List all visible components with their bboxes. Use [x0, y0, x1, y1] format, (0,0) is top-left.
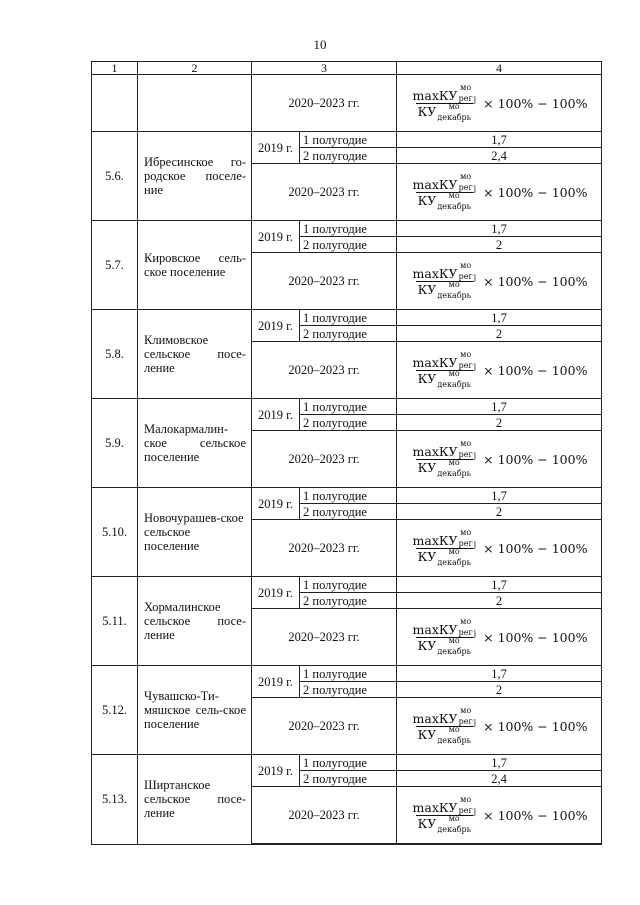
growth-formula — [411, 349, 588, 389]
table-row — [92, 310, 602, 326]
value-half-1: 1,7 — [397, 488, 602, 504]
formula-tail: × 100% − 100% — [483, 184, 588, 200]
growth-formula — [411, 438, 588, 478]
formula-cell — [397, 698, 602, 755]
table-row — [92, 755, 602, 771]
formula-index: j — [473, 94, 477, 104]
period-cell: 2020–2023 гг. — [252, 609, 397, 666]
formula-numerator-main: maxКУ — [412, 621, 458, 637]
formula-denominator — [416, 281, 473, 299]
formula-numerator-scripts — [458, 794, 473, 815]
period-cell: 2020–2023 гг. — [252, 75, 397, 132]
value-half-1: 1,7 — [397, 221, 602, 237]
formula-numerator-main: maxКУ — [412, 354, 458, 370]
growth-formula — [411, 260, 588, 300]
formula-fraction — [411, 616, 479, 656]
half-year-1: 1 полугодие — [300, 755, 397, 771]
formula-index: j — [473, 539, 477, 549]
formula-index: j — [473, 183, 477, 193]
value-half-2: 2 — [397, 415, 602, 431]
table-row — [92, 577, 602, 593]
row-number: 5.6. — [92, 132, 138, 221]
formula-cell — [397, 342, 602, 399]
formula-index: j — [473, 806, 477, 816]
growth-formula — [411, 82, 588, 122]
table-row — [92, 666, 602, 682]
year-cell: 2019 г. — [252, 755, 300, 787]
formula-fraction — [411, 794, 479, 834]
formula-denominator-sub: декабрь — [437, 735, 472, 745]
formula-cell — [397, 787, 602, 845]
formula-cell — [397, 520, 602, 577]
period-cell: 2020–2023 гг. — [252, 520, 397, 577]
formula-denominator-main: КУ — [417, 637, 437, 653]
continuation-row — [92, 75, 602, 132]
formula-fraction — [411, 349, 479, 389]
formula-denominator-sub: декабрь — [437, 824, 472, 834]
half-year-2: 2 полугодие — [300, 148, 397, 164]
half-year-2: 2 полугодие — [300, 682, 397, 698]
page-number: 10 — [313, 37, 327, 52]
header-row — [92, 62, 602, 75]
formula-numerator-main: maxКУ — [412, 265, 458, 281]
formula-fraction — [411, 438, 479, 478]
period-cell: 2020–2023 гг. — [252, 787, 397, 845]
formula-numerator-sup: мо — [460, 260, 472, 270]
value-half-2: 2 — [397, 326, 602, 342]
row-number: 5.8. — [92, 310, 138, 399]
formula-denominator-sub: декабрь — [437, 112, 472, 122]
formula-denominator — [416, 103, 473, 121]
formula-numerator-sub: рег — [458, 271, 473, 281]
formula-index: j — [473, 450, 477, 460]
formula-denominator-sub: декабрь — [437, 646, 472, 656]
year-cell: 2019 г. — [252, 399, 300, 431]
growth-formula — [411, 705, 588, 745]
formula-numerator-main: maxКУ — [412, 710, 458, 726]
growth-formula — [411, 616, 588, 656]
formula-denominator-scripts — [437, 724, 472, 745]
formula-denominator-scripts — [437, 368, 472, 389]
formula-denominator — [416, 726, 473, 744]
formula-fraction — [411, 82, 479, 122]
formula-numerator-sup: мо — [460, 349, 472, 359]
formula-tail: × 100% − 100% — [483, 95, 588, 111]
formula-numerator — [411, 171, 479, 193]
formula-numerator-sup: мо — [460, 171, 472, 181]
formula-numerator-scripts — [458, 349, 473, 370]
row-number: 5.10. — [92, 488, 138, 577]
formula-fraction — [411, 705, 479, 745]
row-number — [92, 75, 138, 132]
formula-denominator-sup: мо — [448, 368, 460, 378]
tariff-table — [91, 61, 602, 845]
table-row — [92, 221, 602, 237]
value-half-1: 1,7 — [397, 310, 602, 326]
formula-numerator-sup: мо — [460, 82, 472, 92]
formula-index: j — [473, 272, 477, 282]
formula-denominator-sub: декабрь — [437, 557, 472, 567]
formula-cell — [397, 609, 602, 666]
formula-numerator — [411, 705, 479, 727]
settlement-name: Кировское сель-ское поселение — [138, 221, 252, 310]
table-row — [92, 132, 602, 148]
year-cell: 2019 г. — [252, 488, 300, 520]
year-cell: 2019 г. — [252, 666, 300, 698]
half-year-1: 1 полугодие — [300, 310, 397, 326]
header-col-4: 4 — [397, 62, 602, 75]
value-half-2: 2 — [397, 504, 602, 520]
formula-denominator-sub: декабрь — [437, 290, 472, 300]
formula-numerator — [411, 82, 479, 104]
half-year-2: 2 полугодие — [300, 237, 397, 253]
formula-cell — [397, 75, 602, 132]
row-number: 5.13. — [92, 755, 138, 845]
value-half-1: 1,7 — [397, 577, 602, 593]
half-year-2: 2 полугодие — [300, 593, 397, 609]
formula-tail: × 100% − 100% — [483, 362, 588, 378]
formula-denominator-scripts — [437, 635, 472, 656]
half-year-1: 1 полугодие — [300, 221, 397, 237]
half-year-1: 1 полугодие — [300, 666, 397, 682]
half-year-2: 2 полугодие — [300, 504, 397, 520]
period-cell: 2020–2023 гг. — [252, 342, 397, 399]
formula-numerator-scripts — [458, 705, 473, 726]
formula-numerator-scripts — [458, 171, 473, 192]
formula-denominator-main: КУ — [417, 103, 437, 119]
formula-fraction — [411, 171, 479, 211]
value-half-2: 2 — [397, 593, 602, 609]
year-cell: 2019 г. — [252, 221, 300, 253]
value-half-1: 1,7 — [397, 666, 602, 682]
formula-numerator-sub: рег — [458, 627, 473, 637]
settlement-name — [138, 75, 252, 132]
formula-denominator — [416, 815, 473, 833]
formula-numerator-scripts — [458, 438, 473, 459]
formula-numerator-sub: рег — [458, 449, 473, 459]
period-cell: 2020–2023 гг. — [252, 431, 397, 488]
formula-numerator-sup: мо — [460, 794, 472, 804]
formula-denominator-sub: декабрь — [437, 201, 472, 211]
formula-denominator-sup: мо — [448, 813, 460, 823]
formula-numerator-scripts — [458, 82, 473, 103]
formula-numerator-sup: мо — [460, 438, 472, 448]
value-half-2: 2,4 — [397, 148, 602, 164]
formula-denominator-main: КУ — [417, 815, 437, 831]
half-year-2: 2 полугодие — [300, 326, 397, 342]
half-year-1: 1 полугодие — [300, 577, 397, 593]
formula-denominator — [416, 548, 473, 566]
value-half-1: 1,7 — [397, 755, 602, 771]
formula-numerator-sup: мо — [460, 616, 472, 626]
year-cell: 2019 г. — [252, 132, 300, 164]
formula-denominator-scripts — [437, 190, 472, 211]
formula-denominator-sub: декабрь — [437, 468, 472, 478]
formula-denominator-main: КУ — [417, 281, 437, 297]
formula-numerator-sup: мо — [460, 527, 472, 537]
formula-tail: × 100% − 100% — [483, 540, 588, 556]
year-cell: 2019 г. — [252, 310, 300, 342]
formula-numerator — [411, 438, 479, 460]
formula-tail: × 100% − 100% — [483, 807, 588, 823]
formula-denominator-sub: декабрь — [437, 379, 472, 389]
formula-numerator — [411, 349, 479, 371]
formula-denominator-scripts — [437, 457, 472, 478]
half-year-1: 1 полугодие — [300, 488, 397, 504]
value-half-1: 1,7 — [397, 132, 602, 148]
row-number: 5.12. — [92, 666, 138, 755]
formula-denominator-scripts — [437, 813, 472, 834]
formula-numerator-sub: рег — [458, 716, 473, 726]
period-cell: 2020–2023 гг. — [252, 253, 397, 310]
settlement-name: Ширтанское сельское посе-ление — [138, 755, 252, 845]
settlement-name: Климовское сельское посе-ление — [138, 310, 252, 399]
value-half-1: 1,7 — [397, 399, 602, 415]
formula-numerator — [411, 527, 479, 549]
half-year-2: 2 полугодие — [300, 415, 397, 431]
half-year-1: 1 полугодие — [300, 132, 397, 148]
formula-fraction — [411, 260, 479, 300]
period-cell: 2020–2023 гг. — [252, 164, 397, 221]
table-row — [92, 488, 602, 504]
formula-tail: × 100% − 100% — [483, 629, 588, 645]
period-cell: 2020–2023 гг. — [252, 698, 397, 755]
formula-numerator-main: maxКУ — [412, 443, 458, 459]
growth-formula — [411, 171, 588, 211]
formula-denominator — [416, 459, 473, 477]
formula-numerator-scripts — [458, 527, 473, 548]
formula-cell — [397, 253, 602, 310]
header-col-3: 3 — [252, 62, 397, 75]
header-col-2: 2 — [138, 62, 252, 75]
table-row — [92, 399, 602, 415]
settlement-name: Чувашско-Ти-мяшское сель-ское поселение — [138, 666, 252, 755]
formula-denominator-sup: мо — [448, 635, 460, 645]
formula-denominator-scripts — [437, 546, 472, 567]
formula-index: j — [473, 628, 477, 638]
table-body — [92, 62, 602, 845]
settlement-name: Ибресинское го-родское поселе-ние — [138, 132, 252, 221]
formula-denominator-scripts — [437, 279, 472, 300]
growth-formula — [411, 794, 588, 834]
formula-denominator-main: КУ — [417, 726, 437, 742]
row-number: 5.9. — [92, 399, 138, 488]
row-number: 5.7. — [92, 221, 138, 310]
formula-numerator-sub: рег — [458, 805, 473, 815]
half-year-1: 1 полугодие — [300, 399, 397, 415]
formula-numerator-main: maxКУ — [412, 532, 458, 548]
formula-cell — [397, 164, 602, 221]
formula-denominator-main: КУ — [417, 459, 437, 475]
formula-denominator-scripts — [437, 101, 472, 122]
formula-numerator-sub: рег — [458, 182, 473, 192]
value-half-2: 2 — [397, 237, 602, 253]
formula-denominator — [416, 370, 473, 388]
formula-numerator — [411, 260, 479, 282]
formula-numerator-main: maxКУ — [412, 799, 458, 815]
formula-numerator-sub: рег — [458, 538, 473, 548]
year-cell: 2019 г. — [252, 577, 300, 609]
formula-tail: × 100% − 100% — [483, 451, 588, 467]
formula-numerator — [411, 794, 479, 816]
formula-fraction — [411, 527, 479, 567]
formula-numerator — [411, 616, 479, 638]
formula-index: j — [473, 361, 477, 371]
settlement-name: Малокармалин-ское сельское поселение — [138, 399, 252, 488]
formula-numerator-main: maxКУ — [412, 87, 458, 103]
formula-denominator-sup: мо — [448, 190, 460, 200]
formula-denominator-sup: мо — [448, 546, 460, 556]
formula-numerator-scripts — [458, 260, 473, 281]
formula-index: j — [473, 717, 477, 727]
formula-denominator-main: КУ — [417, 370, 437, 386]
row-number: 5.11. — [92, 577, 138, 666]
formula-denominator — [416, 637, 473, 655]
formula-denominator — [416, 192, 473, 210]
formula-denominator-sup: мо — [448, 101, 460, 111]
half-year-2: 2 полугодие — [300, 771, 397, 787]
formula-numerator-scripts — [458, 616, 473, 637]
formula-numerator-sub: рег — [458, 360, 473, 370]
settlement-name: Хормалинское сельское посе-ление — [138, 577, 252, 666]
formula-numerator-main: maxКУ — [412, 176, 458, 192]
growth-formula — [411, 527, 588, 567]
formula-numerator-sub: рег — [458, 93, 473, 103]
formula-cell — [397, 431, 602, 488]
value-half-2: 2 — [397, 682, 602, 698]
header-col-1: 1 — [92, 62, 138, 75]
formula-denominator-main: КУ — [417, 192, 437, 208]
value-half-2: 2,4 — [397, 771, 602, 787]
formula-numerator-sup: мо — [460, 705, 472, 715]
formula-tail: × 100% − 100% — [483, 718, 588, 734]
settlement-name: Новочурашев-ское сельское поселение — [138, 488, 252, 577]
formula-denominator-main: КУ — [417, 548, 437, 564]
formula-tail: × 100% − 100% — [483, 273, 588, 289]
formula-denominator-sup: мо — [448, 279, 460, 289]
formula-denominator-sup: мо — [448, 457, 460, 467]
formula-denominator-sup: мо — [448, 724, 460, 734]
